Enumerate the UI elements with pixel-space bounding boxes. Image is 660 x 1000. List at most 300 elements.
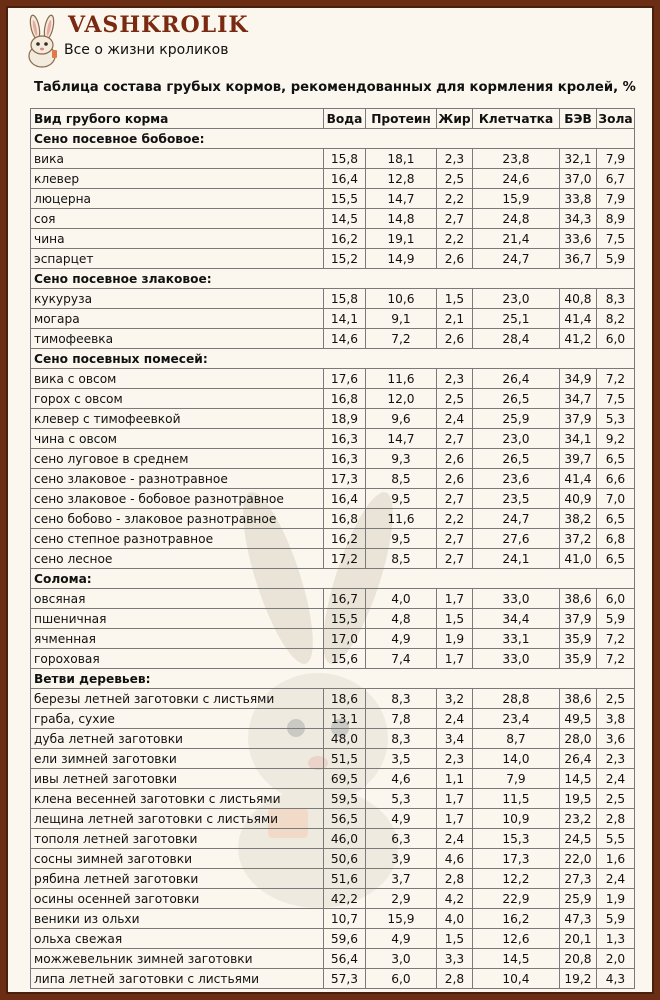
value-cell: 2,5 (597, 689, 635, 709)
value-cell: 3,5 (366, 749, 437, 769)
section-title: Солома: (31, 569, 635, 589)
value-cell: 9,6 (366, 409, 437, 429)
value-cell: 16,8 (324, 389, 366, 409)
value-cell: 5,5 (597, 829, 635, 849)
value-cell: 59,6 (324, 929, 366, 949)
value-cell: 4,9 (366, 929, 437, 949)
value-cell: 28,0 (560, 729, 597, 749)
value-cell: 22,9 (473, 889, 560, 909)
value-cell: 50,6 (324, 849, 366, 869)
value-cell: 37,9 (560, 609, 597, 629)
table-title: Таблица состава грубых кормов, рекомендованных для кормления кролей, % (34, 80, 636, 95)
value-cell: 16,7 (324, 589, 366, 609)
feed-name-cell: осины осенней заготовки (31, 889, 324, 909)
value-cell: 7,2 (597, 369, 635, 389)
value-cell: 34,3 (560, 209, 597, 229)
value-cell: 2,2 (437, 189, 473, 209)
value-cell: 14,1 (324, 309, 366, 329)
value-cell: 1,6 (597, 849, 635, 869)
value-cell: 17,2 (324, 549, 366, 569)
value-cell: 15,5 (324, 609, 366, 629)
value-cell: 7,0 (597, 489, 635, 509)
value-cell: 11,6 (366, 509, 437, 529)
value-cell: 16,8 (324, 509, 366, 529)
value-cell: 8,3 (366, 729, 437, 749)
value-cell: 34,4 (473, 609, 560, 629)
value-cell: 19,2 (560, 969, 597, 989)
feed-name-cell: сено злаковое - бобовое разнотравное (31, 489, 324, 509)
feed-name-cell: липа летней заготовки с листьями (31, 969, 324, 989)
table-row (31, 589, 635, 609)
value-cell: 2,6 (437, 249, 473, 269)
site-tagline: Все о жизни кроликов (64, 42, 229, 58)
value-cell: 3,9 (366, 849, 437, 869)
value-cell: 10,7 (324, 909, 366, 929)
value-cell: 2,7 (437, 529, 473, 549)
value-cell: 3,2 (437, 689, 473, 709)
value-cell: 12,6 (473, 929, 560, 949)
table-row (31, 889, 635, 909)
value-cell: 2,3 (437, 749, 473, 769)
value-cell: 2,8 (597, 809, 635, 829)
value-cell: 17,0 (324, 629, 366, 649)
value-cell: 25,9 (560, 889, 597, 909)
section-title: Ветви деревьев: (31, 669, 635, 689)
value-cell: 5,9 (597, 609, 635, 629)
section-title: Сено посевное злаковое: (31, 269, 635, 289)
value-cell: 5,9 (597, 249, 635, 269)
value-cell: 7,9 (597, 189, 635, 209)
table-header-row (31, 109, 635, 129)
value-cell: 35,9 (560, 629, 597, 649)
feed-name-cell: березы летней заготовки с листьями (31, 689, 324, 709)
feed-name-cell: овсяная (31, 589, 324, 609)
table-row (31, 449, 635, 469)
feed-name-cell: ольха свежая (31, 929, 324, 949)
table-row (31, 189, 635, 209)
value-cell: 69,5 (324, 769, 366, 789)
value-cell: 2,5 (597, 789, 635, 809)
feed-name-cell: сено луговое в среднем (31, 449, 324, 469)
value-cell: 2,6 (437, 469, 473, 489)
value-cell: 18,1 (366, 149, 437, 169)
value-cell: 35,9 (560, 649, 597, 669)
table-row (31, 929, 635, 949)
value-cell: 23,5 (473, 489, 560, 509)
value-cell: 2,0 (597, 949, 635, 969)
feed-name-cell: гороховая (31, 649, 324, 669)
column-header-fat: Жир (437, 109, 473, 129)
value-cell: 7,5 (597, 229, 635, 249)
value-cell: 3,4 (437, 729, 473, 749)
value-cell: 14,7 (366, 429, 437, 449)
value-cell: 12,0 (366, 389, 437, 409)
value-cell: 6,8 (597, 529, 635, 549)
value-cell: 15,9 (366, 909, 437, 929)
value-cell: 16,2 (473, 909, 560, 929)
value-cell: 9,2 (597, 429, 635, 449)
value-cell: 51,6 (324, 869, 366, 889)
table-row (31, 649, 635, 669)
value-cell: 14,7 (366, 189, 437, 209)
value-cell: 23,8 (473, 149, 560, 169)
section-header-row (31, 349, 635, 369)
value-cell: 4,9 (366, 629, 437, 649)
value-cell: 1,5 (437, 289, 473, 309)
value-cell: 2,8 (437, 969, 473, 989)
section-header-row (31, 669, 635, 689)
value-cell: 7,2 (597, 649, 635, 669)
value-cell: 1,7 (437, 589, 473, 609)
feed-name-cell: кукуруза (31, 289, 324, 309)
value-cell: 1,7 (437, 809, 473, 829)
value-cell: 10,9 (473, 809, 560, 829)
table-row (31, 229, 635, 249)
value-cell: 49,5 (560, 709, 597, 729)
column-header-water: Вода (324, 109, 366, 129)
value-cell: 48,0 (324, 729, 366, 749)
feed-name-cell: сено злаковое - разнотравное (31, 469, 324, 489)
value-cell: 19,5 (560, 789, 597, 809)
value-cell: 25,1 (473, 309, 560, 329)
table-row (31, 809, 635, 829)
value-cell: 14,5 (324, 209, 366, 229)
value-cell: 1,9 (597, 889, 635, 909)
value-cell: 38,6 (560, 689, 597, 709)
value-cell: 6,0 (597, 329, 635, 349)
table-row (31, 209, 635, 229)
value-cell: 24,8 (473, 209, 560, 229)
value-cell: 18,9 (324, 409, 366, 429)
table-row (31, 329, 635, 349)
value-cell: 34,1 (560, 429, 597, 449)
value-cell: 2,1 (437, 309, 473, 329)
value-cell: 8,9 (597, 209, 635, 229)
table-row (31, 469, 635, 489)
value-cell: 3,8 (597, 709, 635, 729)
table-row (31, 309, 635, 329)
value-cell: 40,8 (560, 289, 597, 309)
value-cell: 15,6 (324, 649, 366, 669)
value-cell: 20,1 (560, 929, 597, 949)
site-brand[interactable]: VASHKROLIK (68, 12, 249, 38)
value-cell: 3,0 (366, 949, 437, 969)
feed-name-cell: сено степное разнотравное (31, 529, 324, 549)
feed-composition-table (30, 108, 635, 989)
value-cell: 12,2 (473, 869, 560, 889)
value-cell: 38,2 (560, 509, 597, 529)
value-cell: 7,8 (366, 709, 437, 729)
value-cell: 8,7 (473, 729, 560, 749)
value-cell: 56,5 (324, 809, 366, 829)
value-cell: 3,7 (366, 869, 437, 889)
value-cell: 36,7 (560, 249, 597, 269)
value-cell: 6,0 (366, 969, 437, 989)
value-cell: 4,6 (437, 849, 473, 869)
value-cell: 27,6 (473, 529, 560, 549)
value-cell: 16,3 (324, 449, 366, 469)
value-cell: 1,5 (437, 609, 473, 629)
value-cell: 2,3 (597, 749, 635, 769)
section-title: Сено посевное бобовое: (31, 129, 635, 149)
value-cell: 14,9 (366, 249, 437, 269)
value-cell: 28,4 (473, 329, 560, 349)
feed-name-cell: пшеничная (31, 609, 324, 629)
value-cell: 7,5 (597, 389, 635, 409)
value-cell: 2,9 (366, 889, 437, 909)
value-cell: 33,8 (560, 189, 597, 209)
value-cell: 8,5 (366, 469, 437, 489)
value-cell: 9,5 (366, 489, 437, 509)
feed-name-cell: люцерна (31, 189, 324, 209)
value-cell: 3,6 (597, 729, 635, 749)
value-cell: 15,8 (324, 149, 366, 169)
table-row (31, 629, 635, 649)
feed-name-cell: клевер с тимофеевкой (31, 409, 324, 429)
value-cell: 26,5 (473, 389, 560, 409)
page (6, 6, 654, 994)
value-cell: 2,6 (437, 329, 473, 349)
feed-name-cell: дуба летней заготовки (31, 729, 324, 749)
column-header-nfe: БЭВ (560, 109, 597, 129)
value-cell: 14,5 (473, 949, 560, 969)
value-cell: 1,1 (437, 769, 473, 789)
value-cell: 10,6 (366, 289, 437, 309)
value-cell: 26,5 (473, 449, 560, 469)
value-cell: 4,6 (366, 769, 437, 789)
table-row (31, 749, 635, 769)
value-cell: 6,5 (597, 509, 635, 529)
value-cell: 3,3 (437, 949, 473, 969)
feed-name-cell: сосны зимней заготовки (31, 849, 324, 869)
rabbit-logo-icon[interactable] (22, 14, 62, 68)
value-cell: 46,0 (324, 829, 366, 849)
value-cell: 8,3 (366, 689, 437, 709)
value-cell: 12,8 (366, 169, 437, 189)
value-cell: 6,5 (597, 449, 635, 469)
value-cell: 33,0 (473, 649, 560, 669)
value-cell: 7,9 (597, 149, 635, 169)
value-cell: 32,1 (560, 149, 597, 169)
table-row (31, 149, 635, 169)
section-header-row (31, 269, 635, 289)
value-cell: 2,8 (437, 869, 473, 889)
value-cell: 23,4 (473, 709, 560, 729)
table-row (31, 389, 635, 409)
value-cell: 2,4 (597, 769, 635, 789)
value-cell: 1,3 (597, 929, 635, 949)
value-cell: 8,5 (366, 549, 437, 569)
site-header (8, 8, 652, 70)
value-cell: 2,3 (437, 149, 473, 169)
value-cell: 37,0 (560, 169, 597, 189)
value-cell: 28,8 (473, 689, 560, 709)
value-cell: 9,1 (366, 309, 437, 329)
value-cell: 24,5 (560, 829, 597, 849)
table-row (31, 909, 635, 929)
feed-name-cell: клевер (31, 169, 324, 189)
value-cell: 23,2 (560, 809, 597, 829)
value-cell: 2,2 (437, 229, 473, 249)
value-cell: 6,6 (597, 469, 635, 489)
value-cell: 33,6 (560, 229, 597, 249)
value-cell: 1,7 (437, 789, 473, 809)
feed-name-cell: можжевельник зимней заготовки (31, 949, 324, 969)
column-header-ash: Зола (597, 109, 635, 129)
column-header-fiber: Клетчатка (473, 109, 560, 129)
value-cell: 27,3 (560, 869, 597, 889)
value-cell: 4,8 (366, 609, 437, 629)
value-cell: 14,6 (324, 329, 366, 349)
value-cell: 23,0 (473, 429, 560, 449)
section-header-row (31, 569, 635, 589)
value-cell: 17,6 (324, 369, 366, 389)
value-cell: 24,7 (473, 509, 560, 529)
value-cell: 9,3 (366, 449, 437, 469)
value-cell: 33,1 (473, 629, 560, 649)
feed-name-cell: тополя летней заготовки (31, 829, 324, 849)
value-cell: 41,2 (560, 329, 597, 349)
table-row (31, 609, 635, 629)
value-cell: 6,7 (597, 169, 635, 189)
value-cell: 4,2 (437, 889, 473, 909)
value-cell: 26,4 (560, 749, 597, 769)
table-body (31, 129, 635, 989)
table-row (31, 789, 635, 809)
value-cell: 21,4 (473, 229, 560, 249)
value-cell: 33,0 (473, 589, 560, 609)
value-cell: 2,4 (437, 829, 473, 849)
value-cell: 15,3 (473, 829, 560, 849)
value-cell: 18,6 (324, 689, 366, 709)
value-cell: 11,5 (473, 789, 560, 809)
value-cell: 15,5 (324, 189, 366, 209)
value-cell: 5,3 (597, 409, 635, 429)
value-cell: 2,5 (437, 389, 473, 409)
feed-name-cell: сено бобово - злаковое разнотравное (31, 509, 324, 529)
column-header-feed-type: Вид грубого корма (31, 109, 324, 129)
value-cell: 6,5 (597, 549, 635, 569)
value-cell: 39,7 (560, 449, 597, 469)
value-cell: 6,0 (597, 589, 635, 609)
value-cell: 14,8 (366, 209, 437, 229)
feed-name-cell: ячменная (31, 629, 324, 649)
value-cell: 51,5 (324, 749, 366, 769)
value-cell: 19,1 (366, 229, 437, 249)
value-cell: 34,9 (560, 369, 597, 389)
value-cell: 7,9 (473, 769, 560, 789)
value-cell: 6,3 (366, 829, 437, 849)
table-row (31, 949, 635, 969)
value-cell: 8,2 (597, 309, 635, 329)
value-cell: 23,0 (473, 289, 560, 309)
value-cell: 38,6 (560, 589, 597, 609)
table-row (31, 409, 635, 429)
feed-name-cell: ивы летней заготовки (31, 769, 324, 789)
section-header-row (31, 129, 635, 149)
feed-name-cell: рябина летней заготовки (31, 869, 324, 889)
value-cell: 2,6 (437, 449, 473, 469)
table-row (31, 169, 635, 189)
value-cell: 2,2 (437, 509, 473, 529)
feed-name-cell: вика (31, 149, 324, 169)
value-cell: 2,7 (437, 429, 473, 449)
column-header-protein: Протеин (366, 109, 437, 129)
table-row (31, 849, 635, 869)
table-row (31, 869, 635, 889)
value-cell: 26,4 (473, 369, 560, 389)
value-cell: 40,9 (560, 489, 597, 509)
value-cell: 14,0 (473, 749, 560, 769)
value-cell: 16,4 (324, 169, 366, 189)
feed-name-cell: горох с овсом (31, 389, 324, 409)
value-cell: 4,9 (366, 809, 437, 829)
value-cell: 16,3 (324, 429, 366, 449)
value-cell: 37,9 (560, 409, 597, 429)
value-cell: 11,6 (366, 369, 437, 389)
value-cell: 1,9 (437, 629, 473, 649)
value-cell: 7,2 (597, 629, 635, 649)
value-cell: 41,4 (560, 469, 597, 489)
value-cell: 17,3 (473, 849, 560, 869)
table-row (31, 969, 635, 989)
table-row (31, 249, 635, 269)
feed-name-cell: клена весенней заготовки с листьями (31, 789, 324, 809)
feed-name-cell: ели зимней заготовки (31, 749, 324, 769)
value-cell: 15,2 (324, 249, 366, 269)
value-cell: 22,0 (560, 849, 597, 869)
value-cell: 4,3 (597, 969, 635, 989)
table-row (31, 429, 635, 449)
value-cell: 23,6 (473, 469, 560, 489)
value-cell: 24,6 (473, 169, 560, 189)
value-cell: 13,1 (324, 709, 366, 729)
table-row (31, 289, 635, 309)
value-cell: 41,4 (560, 309, 597, 329)
value-cell: 16,4 (324, 489, 366, 509)
feed-name-cell: веники из ольхи (31, 909, 324, 929)
feed-name-cell: тимофеевка (31, 329, 324, 349)
value-cell: 47,3 (560, 909, 597, 929)
value-cell: 7,2 (366, 329, 437, 349)
value-cell: 20,8 (560, 949, 597, 969)
table-row (31, 829, 635, 849)
value-cell: 16,2 (324, 529, 366, 549)
feed-name-cell: чина с овсом (31, 429, 324, 449)
value-cell: 2,4 (597, 869, 635, 889)
feed-name-cell: чина (31, 229, 324, 249)
value-cell: 24,7 (473, 249, 560, 269)
feed-name-cell: граба, сухие (31, 709, 324, 729)
value-cell: 2,7 (437, 489, 473, 509)
table-row (31, 369, 635, 389)
value-cell: 14,5 (560, 769, 597, 789)
value-cell: 2,7 (437, 549, 473, 569)
value-cell: 8,3 (597, 289, 635, 309)
value-cell: 56,4 (324, 949, 366, 969)
value-cell: 4,0 (366, 589, 437, 609)
value-cell: 5,3 (366, 789, 437, 809)
value-cell: 15,9 (473, 189, 560, 209)
value-cell: 24,1 (473, 549, 560, 569)
table-row (31, 509, 635, 529)
value-cell: 25,9 (473, 409, 560, 429)
table-row (31, 729, 635, 749)
table-row (31, 689, 635, 709)
value-cell: 2,4 (437, 709, 473, 729)
feed-name-cell: сено лесное (31, 549, 324, 569)
value-cell: 16,2 (324, 229, 366, 249)
